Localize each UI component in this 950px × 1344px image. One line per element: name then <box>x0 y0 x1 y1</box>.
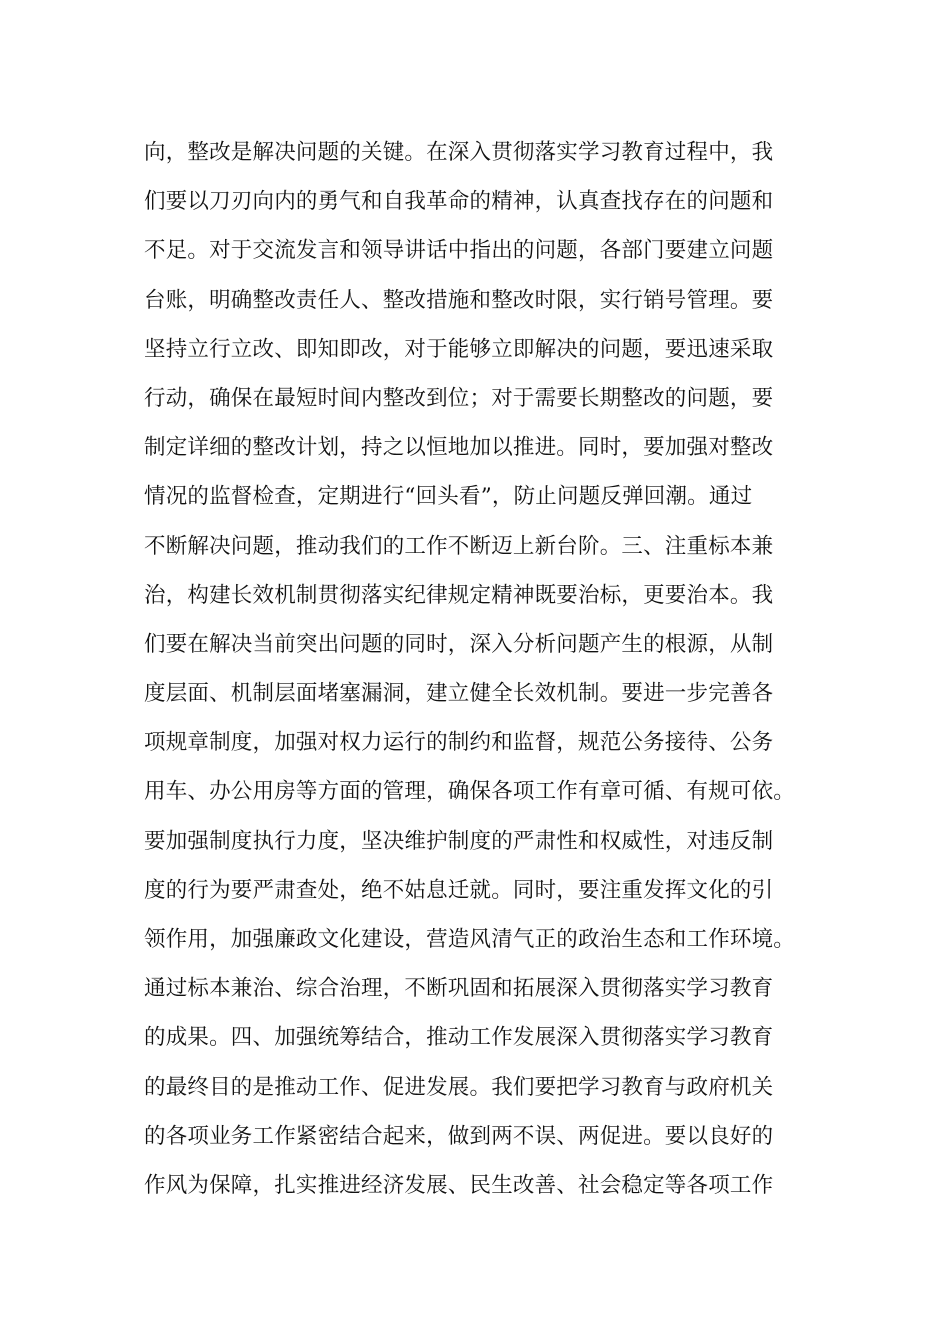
text-line-1: 向，整改是解决问题的关键。在深入贯彻落实学习教育过程中，我 <box>144 140 774 165</box>
text-line-11: 们要在解决当前突出问题的同时，深入分析问题产生的根源，从制 <box>144 631 774 657</box>
text-line-5: 坚持立行立改、即知即改，对于能够立即解决的问题，要迅速采取 <box>144 336 774 362</box>
text-line-14: 用车、办公用房等方面的管理，确保各项工作有章可循、有规可依。 <box>144 779 796 805</box>
text-line-22: 作风为保障，扎实推进经济发展、民生改善、社会稳定等各项工作 <box>144 1172 774 1198</box>
text-line-10: 治，构建长效机制贯彻落实纪律规定精神既要治标，更要治本。我 <box>144 582 774 608</box>
text-line-12: 度层面、机制层面堵塞漏洞，建立健全长效机制。要进一步完善各 <box>144 681 774 707</box>
text-line-13: 项规章制度，加强对权力运行的制约和监督，规范公务接待、公务 <box>144 730 774 756</box>
text-line-21: 的各项业务工作紧密结合起来，做到两不误、两促进。要以良好的 <box>144 1123 774 1149</box>
text-line-6: 行动，确保在最短时间内整改到位；对于需要长期整改的问题，要 <box>144 385 774 411</box>
text-line-7: 制定详细的整改计划，持之以恒地加以推进。同时，要加强对整改 <box>144 435 774 461</box>
text-line-18: 通过标本兼治、综合治理，不断巩固和拓展深入贯彻落实学习教育 <box>144 976 774 1002</box>
text-line-20: 的最终目的是推动工作、促进发展。我们要把学习教育与政府机关 <box>144 1074 774 1100</box>
text-line-2: 们要以刀刃向内的勇气和自我革命的精神，认真查找存在的问题和 <box>144 189 774 215</box>
text-line-15: 要加强制度执行力度，坚决维护制度的严肃性和权威性，对违反制 <box>144 828 774 854</box>
body-text <box>144 128 824 1210</box>
text-line-9: 不断解决问题，推动我们的工作不断迈上新台阶。三、注重标本兼 <box>144 533 774 559</box>
text-line-4: 台账，明确整改责任人、整改措施和整改时限，实行销号管理。要 <box>144 287 774 313</box>
text-line-16: 度的行为要严肃查处，绝不姑息迁就。同时，要注重发挥文化的引 <box>144 877 774 903</box>
text-line-17: 领作用，加强廉政文化建设，营造风清气正的政治生态和工作环境。 <box>144 927 796 952</box>
text-line-8: 情况的监督检查，定期进行“回头看”，防止问题反弹回潮。通过 <box>144 484 753 510</box>
text-line-19: 的成果。四、加强统筹结合，推动工作发展深入贯彻落实学习教育 <box>144 1025 774 1051</box>
text-line-3: 不足。对于交流发言和领导讲话中指出的问题，各部门要建立问题 <box>144 238 774 264</box>
